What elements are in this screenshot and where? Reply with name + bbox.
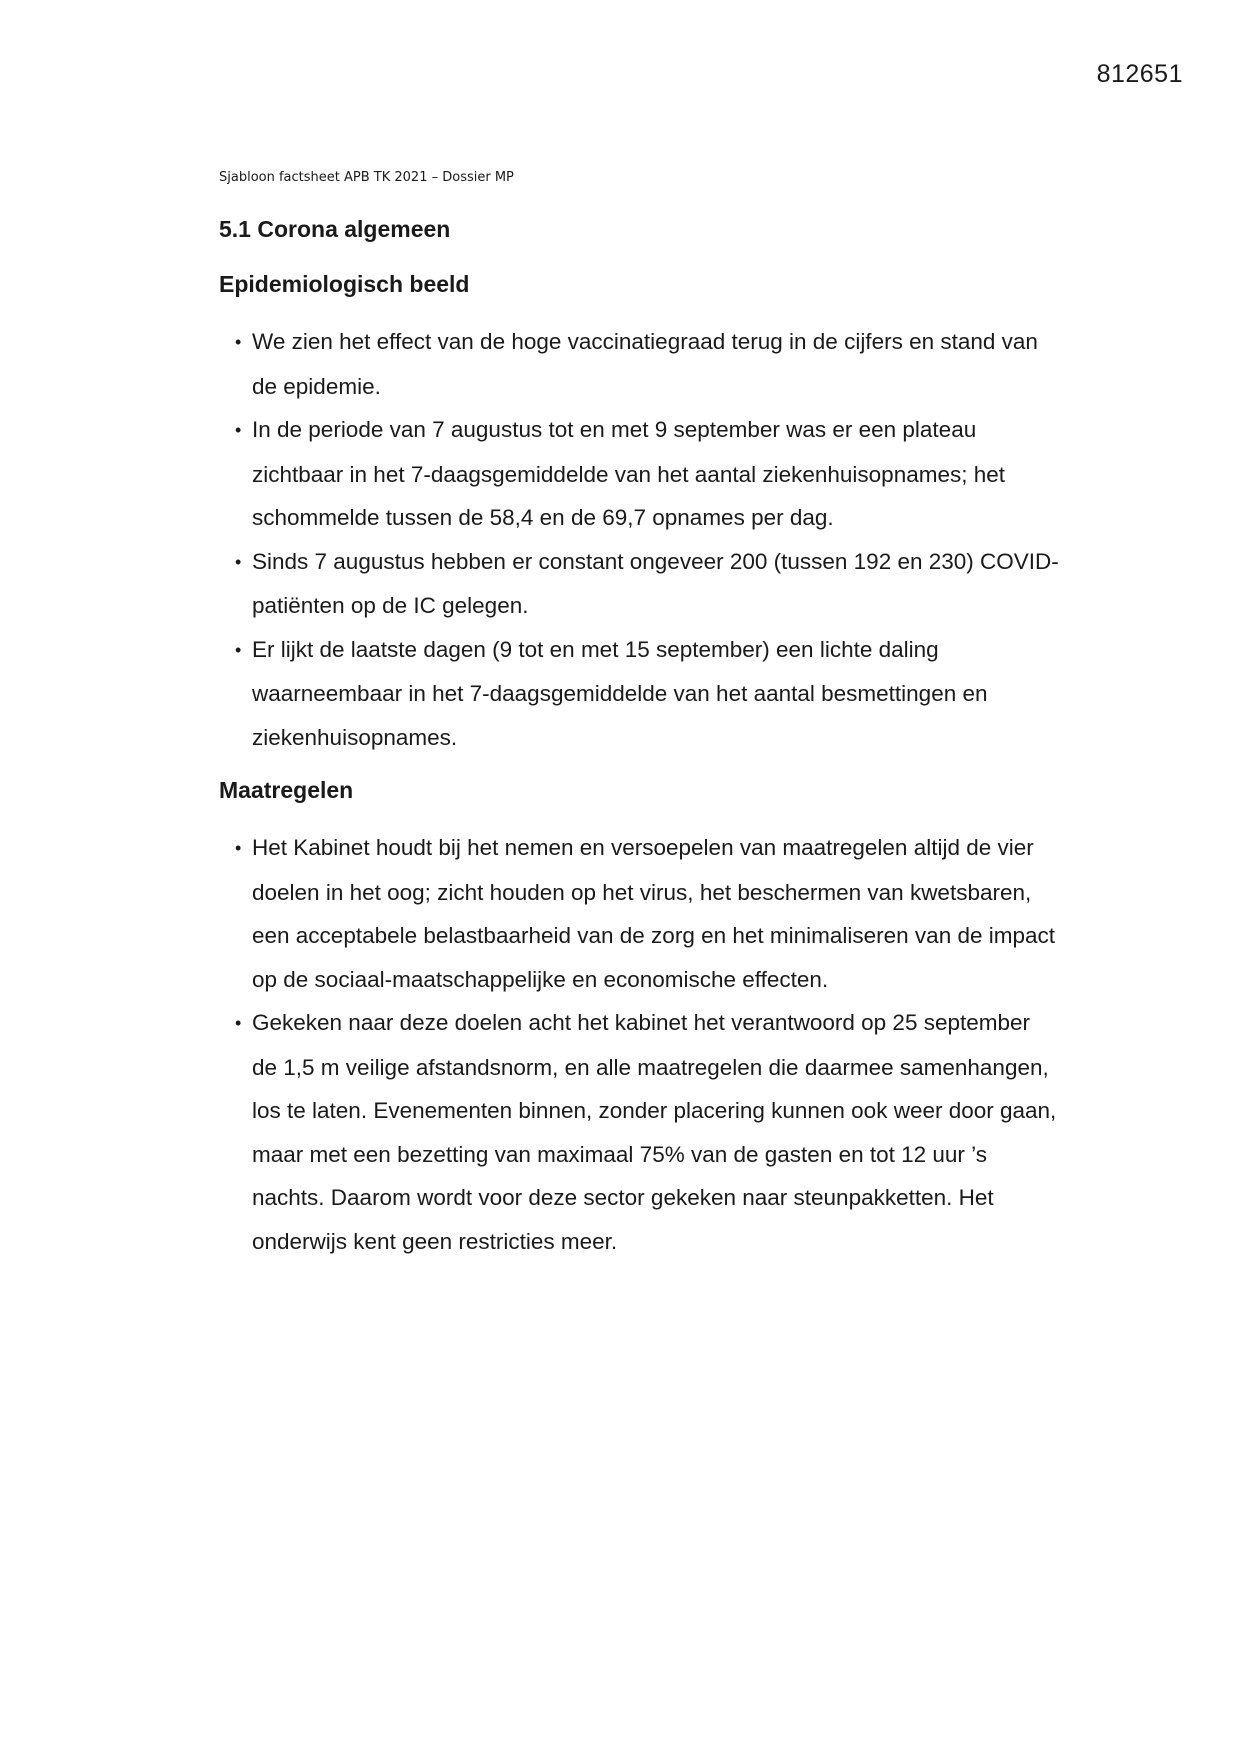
bullet-text: Sinds 7 augustus hebben er constant ongeveer 200 (tussen 192 en 230) COVID-patiënten op de IC gelegen. bbox=[252, 548, 1059, 618]
bullet-list-maatregelen bbox=[219, 826, 1059, 1263]
bullet-icon: • bbox=[235, 838, 242, 858]
section-maatregelen bbox=[219, 775, 1059, 1263]
bullet-item bbox=[219, 826, 1059, 1001]
subheading-maatregelen: Maatregelen bbox=[219, 777, 354, 803]
document-header: Sjabloon factsheet APB TK 2021 – Dossier MP bbox=[219, 170, 514, 185]
bullet-icon: • bbox=[235, 639, 242, 660]
section-title: 5.1 Corona algemeen bbox=[219, 216, 451, 242]
bullet-item bbox=[219, 320, 1059, 408]
bullet-icon: • bbox=[235, 1013, 242, 1033]
bullet-item bbox=[219, 408, 1059, 540]
document-content bbox=[219, 170, 1059, 1279]
bullet-text: We zien het effect van de hoge vaccinatiegraad terug in de cijfers en stand van de epidemie. bbox=[252, 329, 1038, 399]
bullet-icon: • bbox=[235, 551, 242, 572]
bullet-item bbox=[219, 540, 1059, 628]
bullet-text: In de periode van 7 augustus tot en met 9 september was er een plateau zichtbaar in het 7-daagsgemiddelde van het aantal ziekenhuisopnames; het schommelde tussen de 58,4 en de 69,7 opnames per dag. bbox=[252, 417, 1006, 530]
document-id-number: 812651 bbox=[1096, 60, 1183, 88]
section-epidemiologisch-beeld bbox=[219, 269, 1059, 759]
bullet-item bbox=[219, 628, 1059, 760]
bullet-item bbox=[219, 1001, 1059, 1263]
bullet-list-epidemiologisch bbox=[219, 320, 1059, 759]
subheading-epidemiologisch-beeld: Epidemiologisch beeld bbox=[219, 271, 470, 297]
bullet-icon: • bbox=[235, 420, 242, 440]
bullet-text: Het Kabinet houdt bij het nemen en versoepelen van maatregelen altijd de vier doelen in het oog; zicht houden op het virus, het beschermen van kwetsbaren, een acceptabele belastbaarheid van de zorg en het minimaliseren van de impact op de sociaal-maatschappelijke en economische effecten. bbox=[252, 835, 1056, 992]
bullet-text: Gekeken naar deze doelen acht het kabinet het verantwoord op 25 september de 1,5 m veilige afstandsnorm, en alle maatregelen die daarmee samenhangen, los te laten. Evenementen binnen, zonder placering kunnen ook weer door gaan, maar met een bezetting van maximaal 75% van de gasten en tot 12 uur ’s nachts. Daarom wordt voor deze sector gekeken naar steunpakketten. Het onderwijs kent geen restricties meer. bbox=[252, 1010, 1057, 1254]
bullet-text: Er lijkt de laatste dagen (9 tot en met 15 september) een lichte daling waarneembaar in het 7-daagsgemiddelde van het aantal besmettingen en ziekenhuisopnames. bbox=[252, 636, 988, 750]
bullet-icon: • bbox=[235, 332, 242, 352]
